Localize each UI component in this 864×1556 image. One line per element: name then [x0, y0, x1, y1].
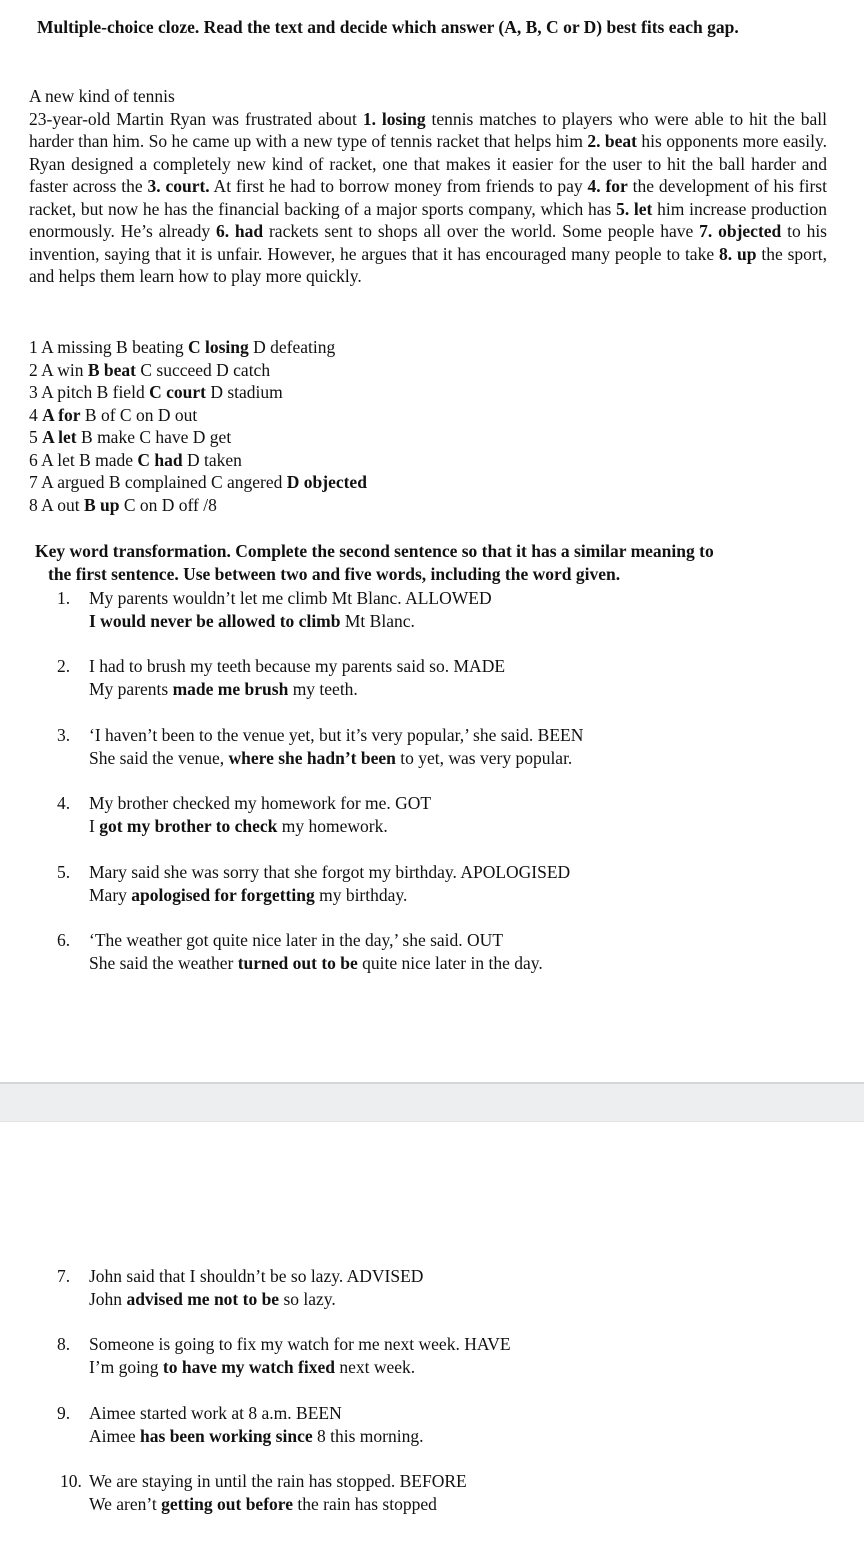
item-prompt: ‘I haven’t been to the venue yet, but it’s very popular,’ she said. BEEN: [89, 725, 584, 745]
item-prompt: ‘The weather got quite nice later in the day,’ she said. OUT: [89, 930, 504, 950]
story-body: 23-year-old Martin Ryan was frustrated about 1. losing tennis matches to players who were able to hit the ball harder than him. So he came up with a new type of tennis racket that helps him 2. beat his opponents more easily. Ryan designed a completely new kind of racket, one that makes it easier for the user to hit the ball harder and faster across the 3. court. At first he had to borrow money from friends to pay 4. for the development of his first racket, but now he has the financial backing of a major sports company, which has 5. let him increase production enormously. He’s already 6. had rackets sent to shops all over the world. Some people have 7. objected to his invention, saying that it is unfair. However, he argues that it has encouraged many people to take 8. up the sport, and helps them learn how to play more quickly.: [29, 108, 827, 286]
transformation-item-2: 2. I had to brush my teeth because my parents said so. MADE My parents made me brush my teeth.: [57, 655, 817, 700]
item-answer: Aimee has been working since 8 this morning.: [89, 1425, 424, 1446]
story-title: A new kind of tennis: [29, 86, 175, 106]
item-answer: She said the weather turned out to be quite nice later in the day.: [89, 952, 543, 973]
transformation-item-7: 7. John said that I shouldn’t be so lazy. ADVISED John advised me not to be so lazy.: [57, 1265, 817, 1310]
item-answer: Mary apologised for forgetting my birthday.: [89, 884, 408, 905]
transformation-item-3: 3. ‘I haven’t been to the venue yet, but it’s very popular,’ she said. BEEN She said the venue, where she hadn’t been to yet, was very popular.: [57, 724, 817, 769]
transformation-item-4: 4. My brother checked my homework for me. GOT I got my brother to check my homework.: [57, 792, 817, 837]
item-prompt: I had to brush my teeth because my parents said so. MADE: [89, 656, 506, 676]
gap-answer-6: 6. had: [215, 221, 264, 241]
option-row-6: 6 A let B made C had D taken: [29, 449, 242, 470]
transformation-item-10: 10. We are staying in until the rain has stopped. BEFORE We aren’t getting out before the rain has stopped: [60, 1470, 820, 1515]
story-passage: [29, 85, 827, 288]
gap-answer-5: 5. let: [616, 198, 653, 219]
option-row-3: 3 A pitch B field C court D stadium: [29, 382, 283, 402]
item-prompt: John said that I shouldn’t be so lazy. ADVISED: [89, 1266, 424, 1286]
item-prompt: We are staying in until the rain has stopped. BEFORE: [89, 1471, 467, 1491]
gap-answer-8: 8. up: [718, 243, 757, 264]
item-prompt: Mary said she was sorry that she forgot my birthday. APOLOGISED: [89, 862, 571, 882]
answer-options-list: [29, 336, 827, 516]
item-answer: We aren’t getting out before the rain has stopped: [89, 1493, 437, 1514]
item-answer: She said the venue, where she hadn’t been to yet, was very popular.: [89, 747, 573, 768]
document-page-2: [0, 1122, 864, 1556]
item-answer: John advised me not to be so lazy.: [89, 1288, 336, 1309]
item-answer: My parents made me brush my teeth.: [89, 678, 358, 699]
item-answer: I would never be allowed to climb Mt Blanc.: [89, 610, 415, 631]
option-row-5: 5 A let B make C have D get: [29, 427, 232, 447]
option-row-4: 4 A for B of C on D out: [29, 404, 198, 425]
gap-answer-3: 3. court.: [147, 176, 210, 196]
transformation-item-1: 1. My parents wouldn’t let me climb Mt Blanc. ALLOWED I would never be allowed to climb Mt Blanc.: [57, 587, 817, 632]
transformation-item-9: 9. Aimee started work at 8 a.m. BEEN Aimee has been working since 8 this morning.: [57, 1402, 817, 1447]
transformation-item-8: 8. Someone is going to fix my watch for me next week. HAVE I’m going to have my watch fixed next week.: [57, 1333, 817, 1378]
page-break-separator: [0, 1082, 864, 1122]
gap-answer-2: 2. beat: [587, 131, 637, 151]
gap-answer-1: 1. losing: [362, 108, 426, 129]
option-row-8: 8 A out B up C on D off /8: [29, 494, 217, 515]
item-answer: I got my brother to check my homework.: [89, 815, 388, 836]
item-prompt: My parents wouldn’t let me climb Mt Blanc. ALLOWED: [89, 588, 492, 608]
gap-answer-4: 4. for: [587, 176, 628, 196]
item-prompt: My brother checked my homework for me. GOT: [89, 793, 432, 813]
option-row-7: 7 A argued B complained C angered D objected: [29, 472, 367, 492]
option-row-2: 2 A win B beat C succeed D catch: [29, 359, 271, 380]
item-prompt: Someone is going to fix my watch for me next week. HAVE: [89, 1334, 511, 1354]
item-prompt: Aimee started work at 8 a.m. BEEN: [89, 1403, 342, 1423]
gap-answer-7: 7. objected: [699, 221, 782, 241]
section-heading-transformation: Key word transformation. Complete the second sentence so that it has a similar meaning to the first sentence. Use between two and five words, including the word given.: [35, 541, 714, 584]
transformation-item-6: 6. ‘The weather got quite nice later in the day,’ she said. OUT She said the weather turned out to be quite nice later in the day.: [57, 929, 817, 974]
transformation-item-5: 5. Mary said she was sorry that she forgot my birthday. APOLOGISED Mary apologised for forgetting my birthday.: [57, 861, 817, 906]
option-row-1: 1 A missing B beating C losing D defeating: [29, 337, 336, 357]
section-heading-cloze: Multiple-choice cloze. Read the text and decide which answer (A, B, C or D) best fits each gap.: [37, 17, 739, 37]
item-answer: I’m going to have my watch fixed next week.: [89, 1356, 416, 1377]
